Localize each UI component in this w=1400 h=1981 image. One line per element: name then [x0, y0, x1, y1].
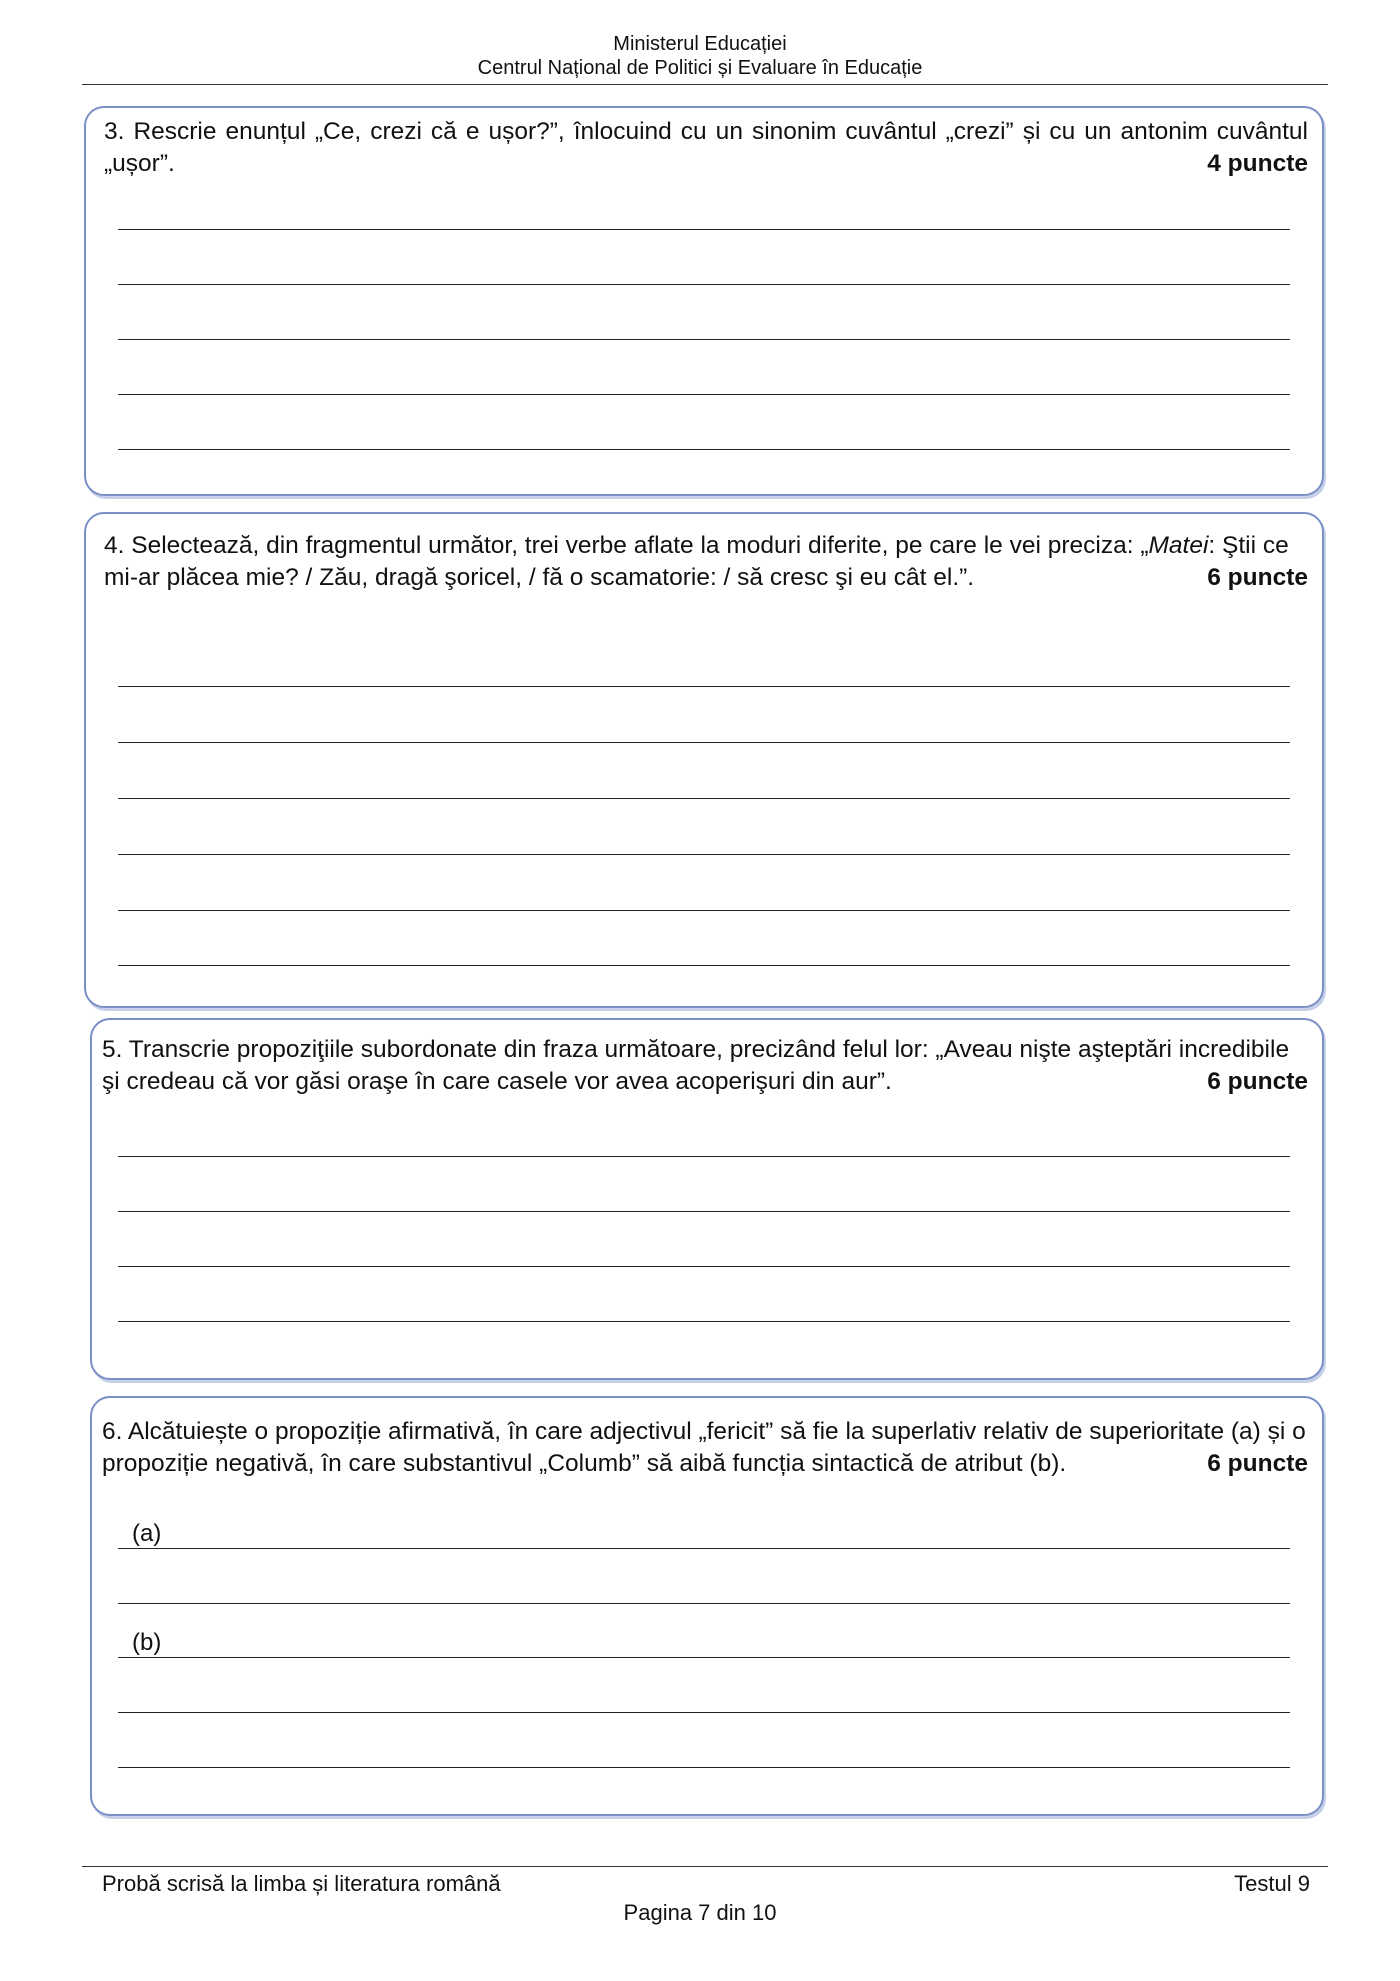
- answer-line[interactable]: [118, 1767, 1290, 1768]
- question-4-speaker: Matei: [1148, 532, 1209, 559]
- question-5-points: 6 puncte: [1207, 1068, 1308, 1095]
- question-3-box: [84, 106, 1324, 496]
- question-6-box: [90, 1396, 1324, 1816]
- footer-test-number: Testul 9: [1234, 1871, 1310, 1896]
- answer-line[interactable]: [118, 742, 1290, 743]
- answer-line[interactable]: [118, 910, 1290, 911]
- question-5-box: [90, 1018, 1324, 1380]
- question-6-points: 6 puncte: [1207, 1450, 1308, 1477]
- answer-line[interactable]: [118, 394, 1290, 395]
- answer-line[interactable]: [118, 1266, 1290, 1267]
- answer-line[interactable]: [118, 965, 1290, 966]
- question-6-text: 6. Alcătuiește o propoziție afirmativă, în care adjectivul „fericit” să fie la superlativ relativ de superioritate (a) și o propoziție negativă, în care substantivul „Columb” să aibă funcția sintactică de atribut (b). 6 puncte: [102, 1416, 1308, 1480]
- answer-label-a: (a): [132, 1520, 162, 1547]
- answer-line-b[interactable]: [118, 1657, 1290, 1658]
- question-3-text: 3. Rescrie enunțul „Ce, crezi că e ușor?”, înlocuind cu un sinonim cuvântul „crezi” și cu un antonim cuvântul „ușor”. 4 puncte: [104, 116, 1308, 180]
- answer-line[interactable]: [118, 229, 1290, 230]
- footer-exam-name: Probă scrisă la limba și literatura română: [102, 1871, 501, 1896]
- answer-line-a[interactable]: [118, 1548, 1290, 1549]
- answer-line[interactable]: [118, 339, 1290, 340]
- answer-line[interactable]: [118, 686, 1290, 687]
- answer-line[interactable]: [118, 284, 1290, 285]
- header-divider: [82, 84, 1328, 85]
- answer-line[interactable]: [118, 1603, 1290, 1604]
- answer-line[interactable]: [118, 854, 1290, 855]
- question-4-points: 6 puncte: [1207, 564, 1308, 591]
- question-4-box: [84, 512, 1324, 1008]
- header-center: Centrul Național de Politici și Evaluare în Educație: [477, 57, 923, 79]
- answer-label-b: (b): [132, 1629, 162, 1656]
- question-3-points: 4 puncte: [1207, 150, 1308, 177]
- answer-line[interactable]: [118, 1712, 1290, 1713]
- answer-line[interactable]: [118, 1211, 1290, 1212]
- answer-line[interactable]: [118, 1156, 1290, 1157]
- page-header: [0, 32, 1400, 80]
- header-ministry: Ministerul Educației: [613, 33, 787, 55]
- answer-line[interactable]: [118, 1321, 1290, 1322]
- question-5-text: 5. Transcrie propoziţiile subordonate din fraza următoare, precizând felul lor: „Aveau nişte aşteptări incredibile şi credeau că vor găsi oraşe în care casele vor avea acoperişuri din aur”. 6 puncte: [102, 1034, 1308, 1098]
- answer-line[interactable]: [118, 449, 1290, 450]
- footer-divider: [82, 1866, 1328, 1867]
- answer-line[interactable]: [118, 798, 1290, 799]
- footer-page-number: Pagina 7 din 10: [623, 1900, 777, 1925]
- question-4-text: 4. Selectează, din fragmentul următor, trei verbe aflate la moduri diferite, pe care le vei preciza: „Matei: Ştii ce mi-ar plăcea mie? / Zău, dragă şoricel, / fă o scamatorie: / să cresc şi eu cât el.”. 6 puncte: [104, 530, 1308, 594]
